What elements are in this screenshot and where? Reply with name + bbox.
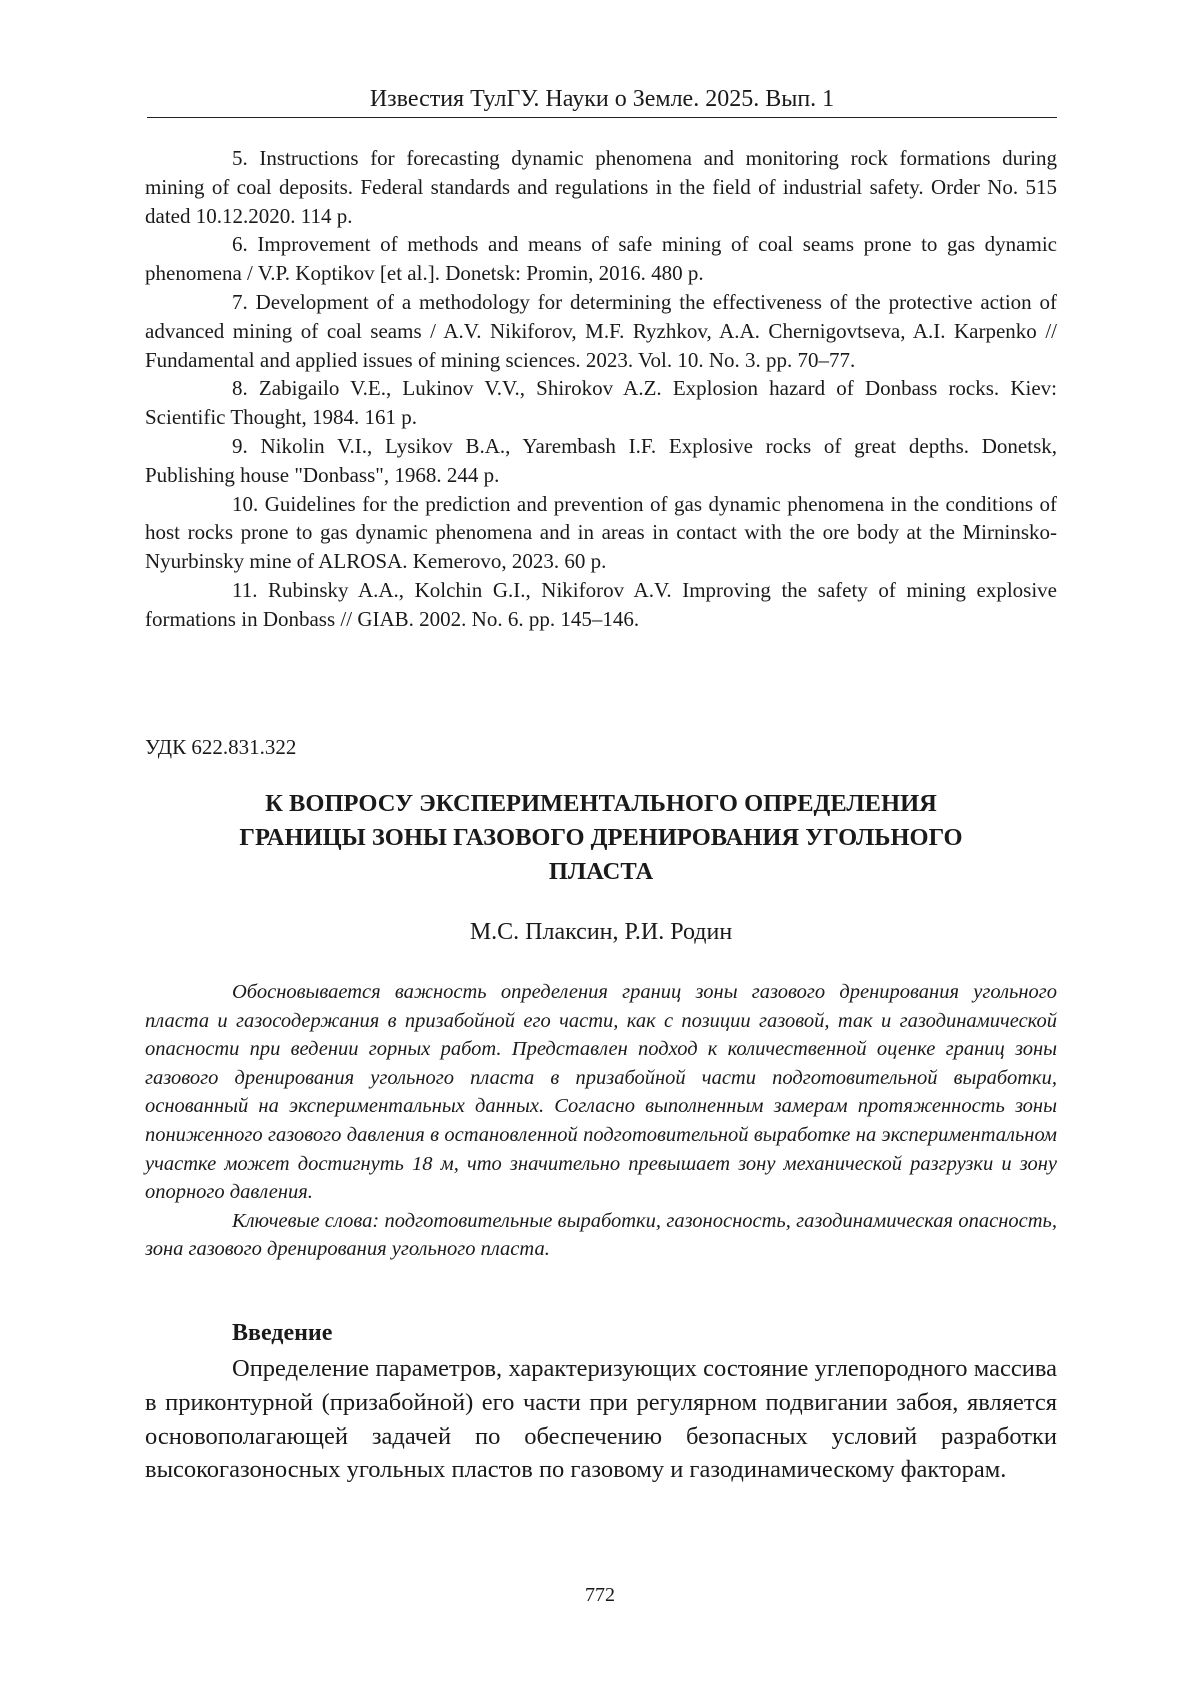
reference-item: 8. Zabigailo V.E., Lukinov V.V., Shirokov A.Z. Explosion hazard of Donbass rocks. Kiev: Scientific Thought, 1984. 161 p. bbox=[145, 376, 1057, 430]
running-header: Известия ТулГУ. Науки о Земле. 2025. Вып. 1 bbox=[147, 84, 1057, 118]
article-title-line: ПЛАСТА bbox=[548, 858, 654, 885]
page-number: 772 bbox=[585, 1584, 615, 1606]
article-title-line: ГРАНИЦЫ ЗОНЫ ГАЗОВОГО ДРЕНИРОВАНИЯ УГОЛЬНОГО bbox=[239, 824, 963, 851]
article-title-line: К ВОПРОСУ ЭКСПЕРИМЕНТАЛЬНОГО ОПРЕДЕЛЕНИЯ bbox=[265, 790, 937, 817]
introduction-body bbox=[145, 1352, 1057, 1487]
abstract bbox=[145, 978, 1057, 1264]
reference-list bbox=[145, 144, 1057, 634]
introduction-paragraph: Определение параметров, характеризующих состояние углепородного массива в приконтурной (призабойной) его части при регулярном подвигании забоя, является основополагающей задачей по обеспечению безопасных условий разработки высокогазоносных угольных пластов по газовому и газодинамическому факторам. bbox=[145, 1355, 1057, 1484]
reference-item: 10. Guidelines for the prediction and prevention of gas dynamic phenomena in the conditions of host rocks prone to gas dynamic phenomena and in areas in contact with the ore body at the Mirninsko-Nyurbinsky mine of ALROSA. Kemerovo, 2023. 60 p. bbox=[145, 491, 1057, 574]
keywords: Ключевые слова: подготовительные выработки, газоносность, газодинамическая опасность, зона газового дренирования угольного пласта. bbox=[145, 1209, 1057, 1261]
article-authors: М.С. Плаксин, Р.И. Родин bbox=[469, 919, 733, 945]
reference-item: 6. Improvement of methods and means of safe mining of coal seams prone to gas dynamic phenomena / V.P. Koptikov [et al.]. Donetsk: Promin, 2016. 480 p. bbox=[145, 232, 1057, 286]
section-heading-introduction: Введение bbox=[232, 1320, 333, 1346]
reference-item: 9. Nikolin V.I., Lysikov B.A., Yarembash I.F. Explosive rocks of great depths. Donetsk, Publishing house "Donbass", 1968. 244 p. bbox=[145, 433, 1057, 487]
reference-item: 7. Development of a methodology for determining the effectiveness of the protective action of advanced mining of coal seams / A.V. Nikiforov, M.F. Ryzhkov, A.A. Chernigovtseva, A.I. Karpenko // Fundamental and applied issues of mining sciences. 2023. Vol. 10. No. 3. pp. 70–77. bbox=[145, 289, 1057, 372]
reference-item: 5. Instructions for forecasting dynamic phenomena and monitoring rock formations during mining of coal deposits. Federal standards and regulations in the field of industrial safety. Order No. 515 dated 10.12.2020. 114 p. bbox=[145, 146, 1057, 228]
abstract-text: Обосновывается важность определения границ зоны газового дренирования угольного пласта и газосодержания в призабойной его части, как с позиции газовой, так и газодинамической опасности при ведении горных работ. Представлен подход к количественной оценке границ зоны газового дренирования угольного пласта в призабойной части подготовительной выработки, основанный на экспериментальных данных. Согласно выполненным замерам протяженность зоны пониженного газового давления в остановленной подготовительной выработке на экспериментальном участке может достигнуть 18 м, что значительно превышает зону механической разгрузки и зону опорного давления. bbox=[145, 981, 1057, 1204]
article-title bbox=[145, 787, 1057, 889]
reference-item: 11. Rubinsky A.A., Kolchin G.I., Nikiforov A.V. Improving the safety of mining explosive formations in Donbass // GIAB. 2002. No. 6. pp. 145–146. bbox=[145, 577, 1057, 631]
udk-code: УДК 622.831.322 bbox=[145, 735, 297, 759]
